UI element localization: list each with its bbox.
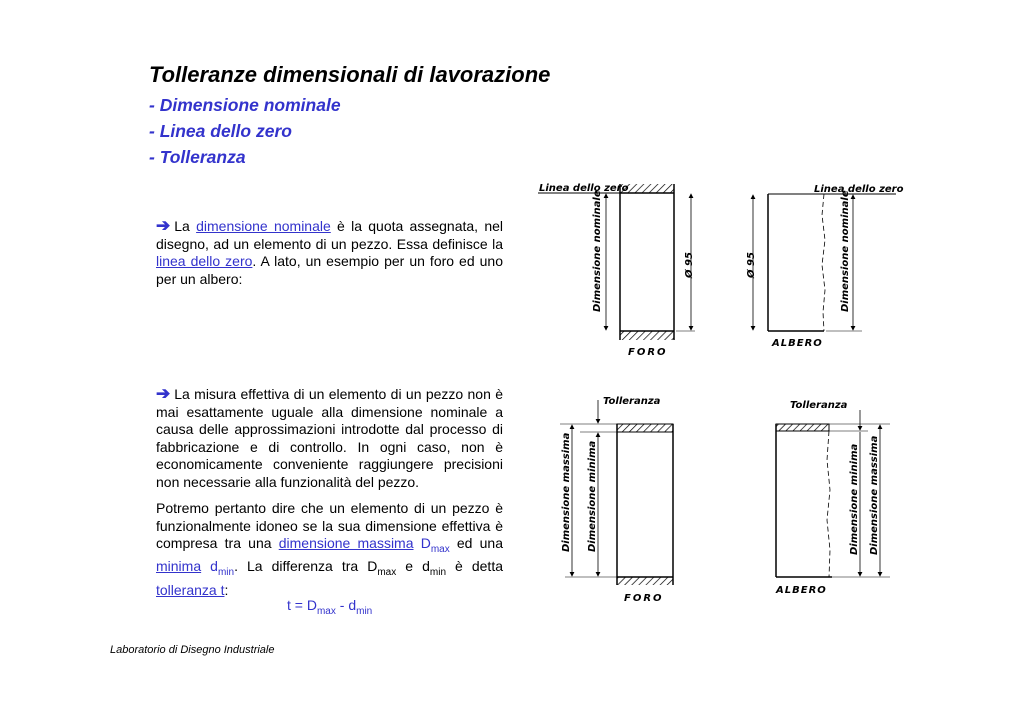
label-dimensione-massima: Dimensione massima: [561, 432, 572, 552]
symbol-dmin: $d_{min}$: [201, 558, 235, 579]
link-dimensione-massima[interactable]: dimensione massima: [278, 535, 414, 551]
label-foro-2: FORO: [624, 593, 664, 604]
label-dimensione-nominale: Dimensione nominale: [592, 190, 603, 312]
link-linea-dello-zero[interactable]: linea dello zero: [156, 253, 253, 269]
drawing-albero-nominale: [745, 184, 904, 349]
paragraph-tolleranza: Potremo pertanto dire che un elemento di un pezzo è funzionalmente idoneo se la sua dimensione effettiva è compresa tra una dimensione massima $D_{max}$ ed una minima $d_{min}$. La differenza tra $D_{max}$ e $d_{min}$ è detta tolleranza t:: [156, 500, 504, 598]
drawing-foro-nominale: [538, 183, 695, 358]
label-albero: ALBERO: [772, 338, 823, 349]
label-linea-dello-zero-2: Linea dello zero: [814, 184, 904, 195]
subtitle-linea-dello-zero: - Linea dello zero: [149, 121, 292, 141]
subtitle-dimensione-nominale: - Dimensione nominale: [149, 95, 341, 115]
paragraph-dimensione-nominale: ➔ La dimensione nominale è la quota assegnata, nel disegno, ad un elemento di un pezzo. Essa definisce la linea dello zero. A lato, un esempio per un foro ed uno per un albero:: [156, 216, 503, 287]
arrow-right-icon: ➔: [156, 216, 171, 235]
symbol-dmax: $D_{max}$: [413, 535, 450, 555]
label-diam-95: Ø 95: [684, 252, 695, 278]
drawing-albero-tolleranza: [775, 400, 890, 596]
drawing-foro-tolleranza: [560, 396, 673, 604]
paragraph-misura-effettiva: ➔ La misura effettiva di un elemento di un pezzo non è mai esattamente uguale alla dimensione nominale a causa delle approssimazioni introdotte dal processo di fabbricazione e di controllo. In ogni caso, non è economicamente conveniente raggiungere precisioni non necessarie alla funzionalità del pezzo.: [156, 384, 503, 490]
label-linea-dello-zero: Linea dello zero: [539, 183, 629, 194]
label-dimensione-nominale-2: Dimensione nominale: [840, 190, 851, 312]
arrow-right-icon: ➔: [156, 384, 171, 403]
label-dimensione-minima: Dimensione minima: [587, 440, 598, 552]
page-title: Tolleranze dimensionali di lavorazione: [149, 62, 551, 87]
label-tolleranza: Tolleranza: [603, 396, 661, 407]
label-albero-2: ALBERO: [776, 585, 827, 596]
label-dimensione-minima-2: Dimensione minima: [849, 443, 860, 555]
label-diam-95-2: Ø 95: [746, 252, 757, 278]
link-dimensione-nominale[interactable]: dimensione nominale: [196, 218, 331, 234]
label-tolleranza-2: Tolleranza: [790, 400, 848, 411]
label-foro: FORO: [628, 347, 668, 358]
link-tolleranza[interactable]: tolleranza t: [156, 581, 225, 598]
footer-text: Laboratorio di Disegno Industriale: [110, 644, 275, 656]
subtitle-tolleranza: - Tolleranza: [149, 147, 246, 167]
formula-tolleranza: $t = D_{max} - d_{min}$: [287, 597, 373, 617]
label-dimensione-massima-2: Dimensione massima: [869, 435, 880, 555]
link-minima[interactable]: minima: [156, 558, 202, 575]
